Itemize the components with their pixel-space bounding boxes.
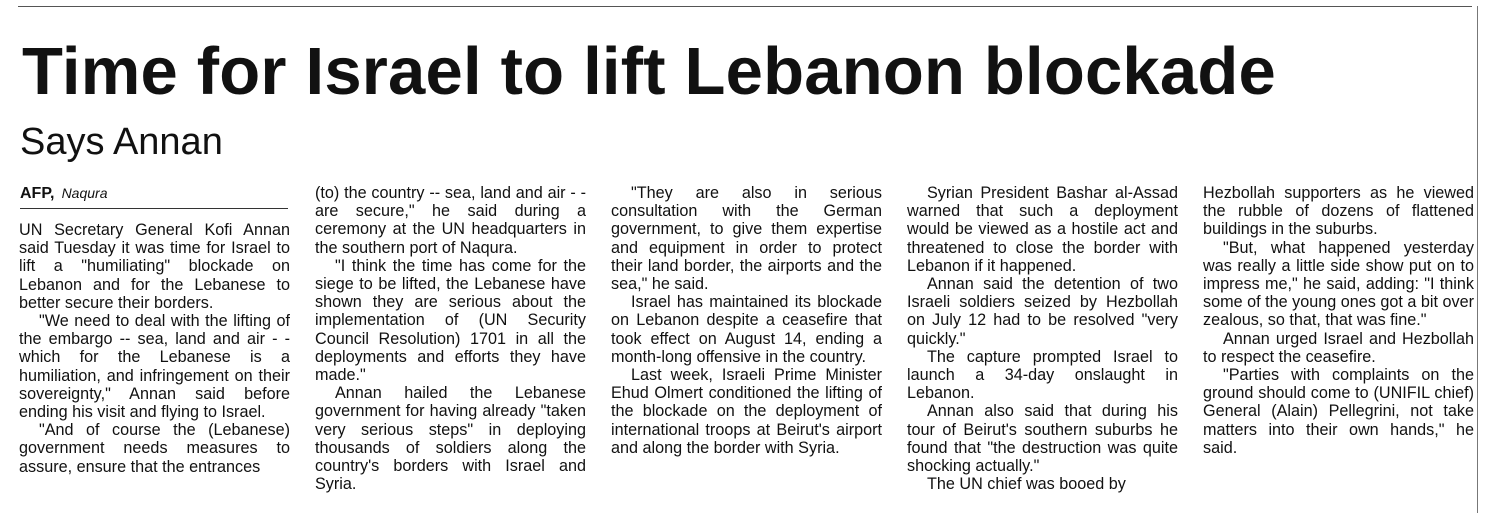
article-paragraph: UN Secretary General Kofi Annan said Tuesday it was time for Israel to lift a "humiliating" blockade on Lebanon and for the Lebanese to better secure their borders. bbox=[19, 221, 290, 312]
article-paragraph: The capture prompted Israel to launch a 34-day onslaught in Lebanon. bbox=[907, 347, 1178, 403]
top-rule bbox=[18, 6, 1472, 7]
article-paragraph: "Parties with complaints on the ground should come to (UNIFIL chief) General (Alain) Pellegrini, not take matters into their own hands," he said. bbox=[1203, 366, 1474, 457]
byline-agency: AFP, bbox=[20, 185, 55, 202]
article-column-5 bbox=[1203, 184, 1474, 513]
article-paragraph: "I think the time has come for the siege to be lifted, the Lebanese have shown they are serious about the implementation of (UN Security Council Resolution) 1701 in all the deployments and efforts they have made." bbox=[315, 256, 586, 385]
article-column-4 bbox=[907, 184, 1178, 513]
article-paragraph: "And of course the (Lebanese) government needs measures to assure, ensure that the entrances bbox=[19, 421, 290, 476]
article-paragraph: The UN chief was booed by bbox=[927, 475, 1126, 494]
subheadline: Says Annan bbox=[20, 121, 223, 163]
article-paragraph: "But, what happened yesterday was really a little side show put on to impress me," he said, adding: "I think some of the young ones got a bit over zealous, so that, that was fine." bbox=[1203, 238, 1474, 330]
headline: Time for Israel to lift Lebanon blockade bbox=[22, 34, 1276, 109]
byline-dateline: Naqura bbox=[61, 185, 108, 201]
byline bbox=[20, 183, 288, 203]
article-column-1 bbox=[19, 221, 290, 513]
article-paragraph: Annan urged Israel and Hezbollah to respect the ceasefire. bbox=[1203, 329, 1474, 366]
article-paragraph: Israel has maintained its blockade on Lebanon despite a ceasefire that took effect on August 14, ending a month-long offensive in the country. bbox=[611, 293, 882, 366]
article-paragraph: Annan hailed the Lebanese government for having already "taken very serious steps" in deploying thousands of soldiers along the country's borders with Israel and Syria. bbox=[315, 384, 586, 494]
article-column-3 bbox=[611, 184, 882, 513]
right-rule bbox=[1477, 6, 1478, 513]
article-paragraph: Last week, Israeli Prime Minister Ehud Olmert conditioned the lifting of the blockade on the deployment of international troops at Beirut's airport and along the border with Syria. bbox=[611, 366, 882, 457]
article-column-2 bbox=[315, 184, 586, 513]
article-paragraph: "They are also in serious consultation with the German government, to give them expertise and equipment in order to protect their land border, the airports and the sea," he said. bbox=[611, 184, 882, 294]
article-paragraph: (to) the country -- sea, land and air - - are secure," he said during a ceremony at the UN headquarters in the southern port of Naqura. bbox=[315, 184, 586, 257]
article-paragraph: Annan also said that during his tour of Beirut's southern suburbs he found that "the destruction was quite shocking actually." bbox=[907, 402, 1178, 476]
byline-rule bbox=[20, 208, 288, 209]
article-paragraph: Annan said the detention of two Israeli soldiers seized by Hezbollah on July 12 had to be resolved "very quickly." bbox=[907, 275, 1178, 348]
article-paragraph: "We need to deal with the lifting of the embargo -- sea, land and air - - which for the Lebanese is a humiliation, and infringement on their sovereignty," Annan said before ending his visit and flying to Israel. bbox=[19, 312, 290, 422]
article-paragraph: Syrian President Bashar al-Assad warned that such a deployment would be viewed as a hostile act and threatened to close the border with Lebanon if it happened. bbox=[907, 184, 1178, 275]
article-paragraph: Hezbollah supporters as he viewed the rubble of dozens of flattened buildings in the suburbs. bbox=[1203, 184, 1474, 239]
